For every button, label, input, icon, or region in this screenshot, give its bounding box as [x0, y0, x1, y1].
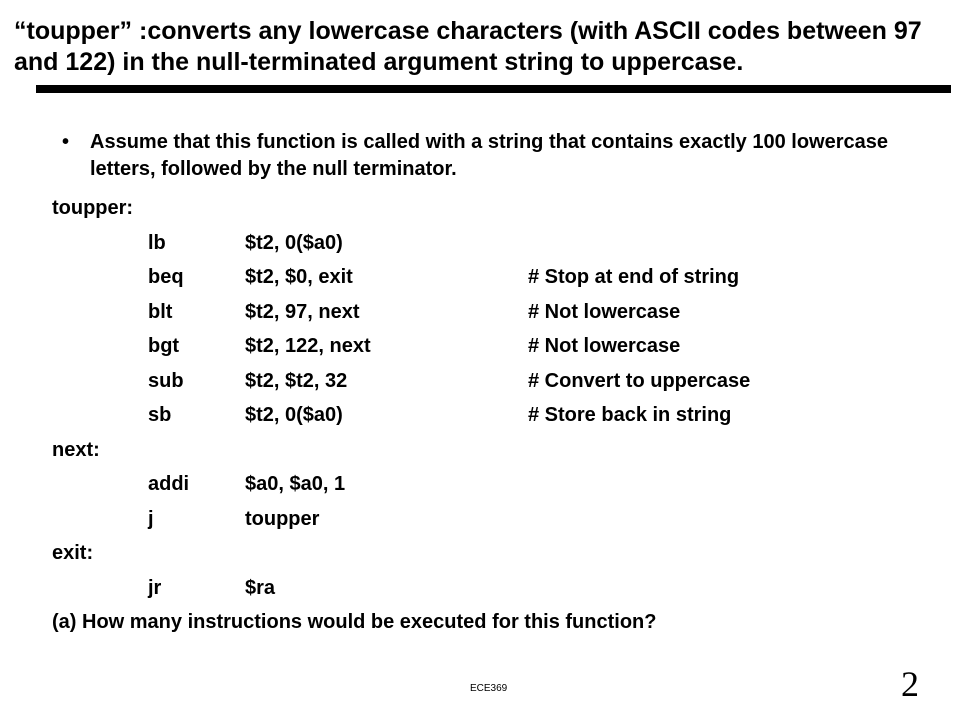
instruction-args: $t2, 122, next [245, 335, 371, 357]
instruction-args: $t2, 97, next [245, 300, 360, 323]
code-line [52, 262, 932, 297]
instruction-args: toupper [245, 507, 320, 530]
instruction-op: j [148, 507, 154, 530]
instruction-comment: # Convert to uppercase [528, 369, 751, 392]
instruction-op: addi [148, 473, 190, 495]
instruction-op: lb [148, 231, 166, 254]
instruction-args: $t2, 0($a0) [245, 231, 343, 254]
code-line [52, 331, 932, 366]
code-line [52, 504, 932, 539]
code-line [52, 573, 932, 608]
instruction-op: jr [148, 576, 162, 599]
course-footer: ECE369 [470, 683, 508, 694]
instruction-op: bgt [148, 335, 180, 357]
instruction-args: $t2, 0($a0) [245, 404, 343, 426]
assembly-listing [52, 193, 932, 642]
question-line [52, 607, 932, 642]
instruction-args: $a0, $a0, 1 [245, 473, 346, 495]
label-toupper: toupper: [52, 197, 134, 219]
instruction-args: $t2, $0, exit [245, 266, 353, 288]
code-line [52, 193, 932, 228]
slide-title: “toupper” :converts any lowercase characters (with ASCII codes between 97 and 122) in the null-terminated argument string to uppercase. [14, 17, 922, 76]
instruction-comment: # Not lowercase [528, 335, 681, 357]
instruction-op: blt [148, 300, 173, 323]
bullet-text: Assume that this function is called with a string that contains exactly 100 lowercase letters, followed by the null terminator. [90, 131, 889, 180]
instruction-op: sb [148, 404, 172, 426]
title-underline [36, 85, 951, 93]
code-line [52, 297, 932, 332]
instruction-op: beq [148, 266, 184, 288]
code-line [52, 228, 932, 263]
bullet-dot: • [62, 131, 70, 153]
question-text: (a) How many instructions would be executed for this function? [52, 611, 657, 633]
instruction-comment: # Not lowercase [528, 300, 681, 323]
instruction-args: $ra [245, 576, 276, 599]
instruction-args: $t2, $t2, 32 [245, 369, 348, 392]
code-line [52, 469, 932, 504]
instruction-op: sub [148, 369, 184, 392]
page-number: 2 [901, 664, 919, 704]
label-exit: exit: [52, 542, 94, 564]
code-line [52, 435, 932, 470]
label-next: next: [52, 438, 100, 461]
bullet-point [62, 129, 912, 183]
instruction-comment: # Stop at end of string [528, 266, 740, 288]
instruction-comment: # Store back in string [528, 404, 732, 426]
code-line [52, 366, 932, 401]
code-line [52, 538, 932, 573]
code-line [52, 400, 932, 435]
